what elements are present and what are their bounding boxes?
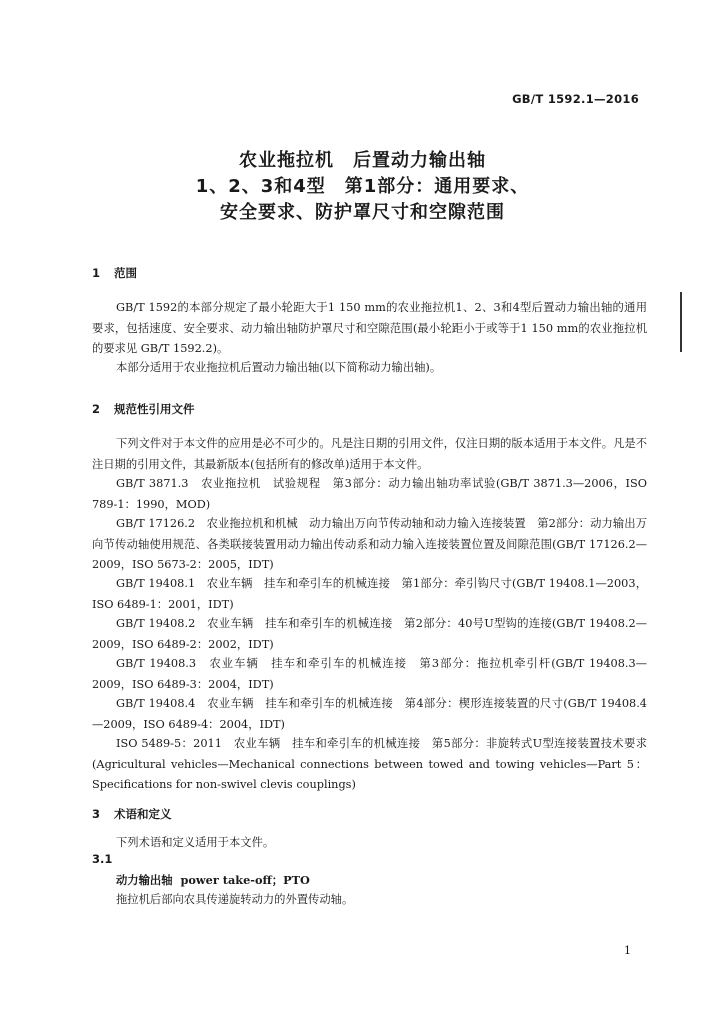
section-1-heading xyxy=(92,265,137,281)
section-3-heading xyxy=(92,806,172,822)
terms-intro: 下列术语和定义适用于本文件。 xyxy=(116,836,275,849)
reference-item-3: GB/T 19408.1 农业车辆 挂车和牵引车的机械连接 第1部分：牵引钩尺寸(GB/T 19408.1—2003，ISO 6489-1：2001，IDT) xyxy=(92,577,647,611)
reference-item-1: GB/T 3871.3 农业拖拉机 试验规程 第3部分：动力输出轴功率试验(GB/T 3871.3—2006，ISO 789-1：1990，MOD) xyxy=(92,477,647,511)
section-title: 范围 xyxy=(114,266,137,280)
reference-item-6: GB/T 19408.4 农业车辆 挂车和牵引车的机械连接 第4部分：楔形连接装置的尺寸(GB/T 19408.4—2009，ISO 6489-4：2004，IDT) xyxy=(92,697,647,731)
term-definition: 拖拉机后部向农具传递旋转动力的外置传动轴。 xyxy=(116,893,354,906)
section-2-heading xyxy=(92,401,195,417)
reference-item-7: ISO 5489-5：2011 农业车辆 挂车和牵引车的机械连接 第5部分：非旋转式U型连接装置技术要求(Agricultural vehicles—Mechanical connections between towed and towing vehicles—Part 5：Specifications for non-swivel clevis couplings) xyxy=(92,737,647,791)
title-line-3: 安全要求、防护罩尺寸和空隙范围 xyxy=(220,202,505,223)
scope-paragraph-2: 本部分适用于农业拖拉机后置动力输出轴(以下简称动力输出轴)。 xyxy=(116,361,442,374)
section-number: 1 xyxy=(92,266,101,280)
change-bar xyxy=(680,292,682,352)
page-number: 1 xyxy=(624,944,631,957)
scope-paragraph-1: GB/T 1592的本部分规定了最小轮距大于1 150 mm的农业拖拉机1、2、3和4型后置动力输出轴的通用要求，包括速度、安全要求、动力输出轴防护罩尺寸和空隙范围(最小轮距小于或等于1 150 mm的农业拖拉机的要求见 GB/T 1592.2)。 xyxy=(92,301,647,355)
term-number: 3.1 xyxy=(92,852,113,866)
term-heading xyxy=(116,872,310,888)
title-line-1: 农业拖拉机 后置动力输出轴 xyxy=(239,150,486,171)
section-number: 3 xyxy=(92,807,101,821)
reference-item-5: GB/T 19408.3 农业车辆 挂车和牵引车的机械连接 第3部分：拖拉机牵引杆(GB/T 19408.3—2009，ISO 6489-3：2004，IDT) xyxy=(92,657,647,691)
section-title: 规范性引用文件 xyxy=(114,402,195,416)
references-intro: 下列文件对于本文件的应用是必不可少的。凡是注日期的引用文件，仅注日期的版本适用于本文件。凡是不注日期的引用文件，其最新版本(包括所有的修改单)适用于本文件。 xyxy=(92,437,647,471)
section-title: 术语和定义 xyxy=(114,807,172,821)
term-zh: 动力输出轴 xyxy=(116,874,173,887)
standard-code: GB/T 1592.1—2016 xyxy=(512,92,639,106)
section-number: 2 xyxy=(92,402,101,416)
reference-item-2: GB/T 17126.2 农业拖拉机和机械 动力输出万向节传动轴和动力输入连接装置 第2部分：动力输出万向节传动轴使用规范、各类联接装置用动力输出传动系和动力输入连接装置位置及间隙范围(GB/T 17126.2—2009，ISO 5673-2：2005，IDT) xyxy=(92,517,647,571)
term-en: power take-off；PTO xyxy=(180,873,310,887)
title-line-2: 1、2、3和4型 第1部分：通用要求、 xyxy=(195,176,530,197)
document-title xyxy=(0,148,725,226)
reference-item-4: GB/T 19408.2 农业车辆 挂车和牵引车的机械连接 第2部分：40号U型钩的连接(GB/T 19408.2—2009，ISO 6489-2：2002，IDT) xyxy=(92,617,647,651)
